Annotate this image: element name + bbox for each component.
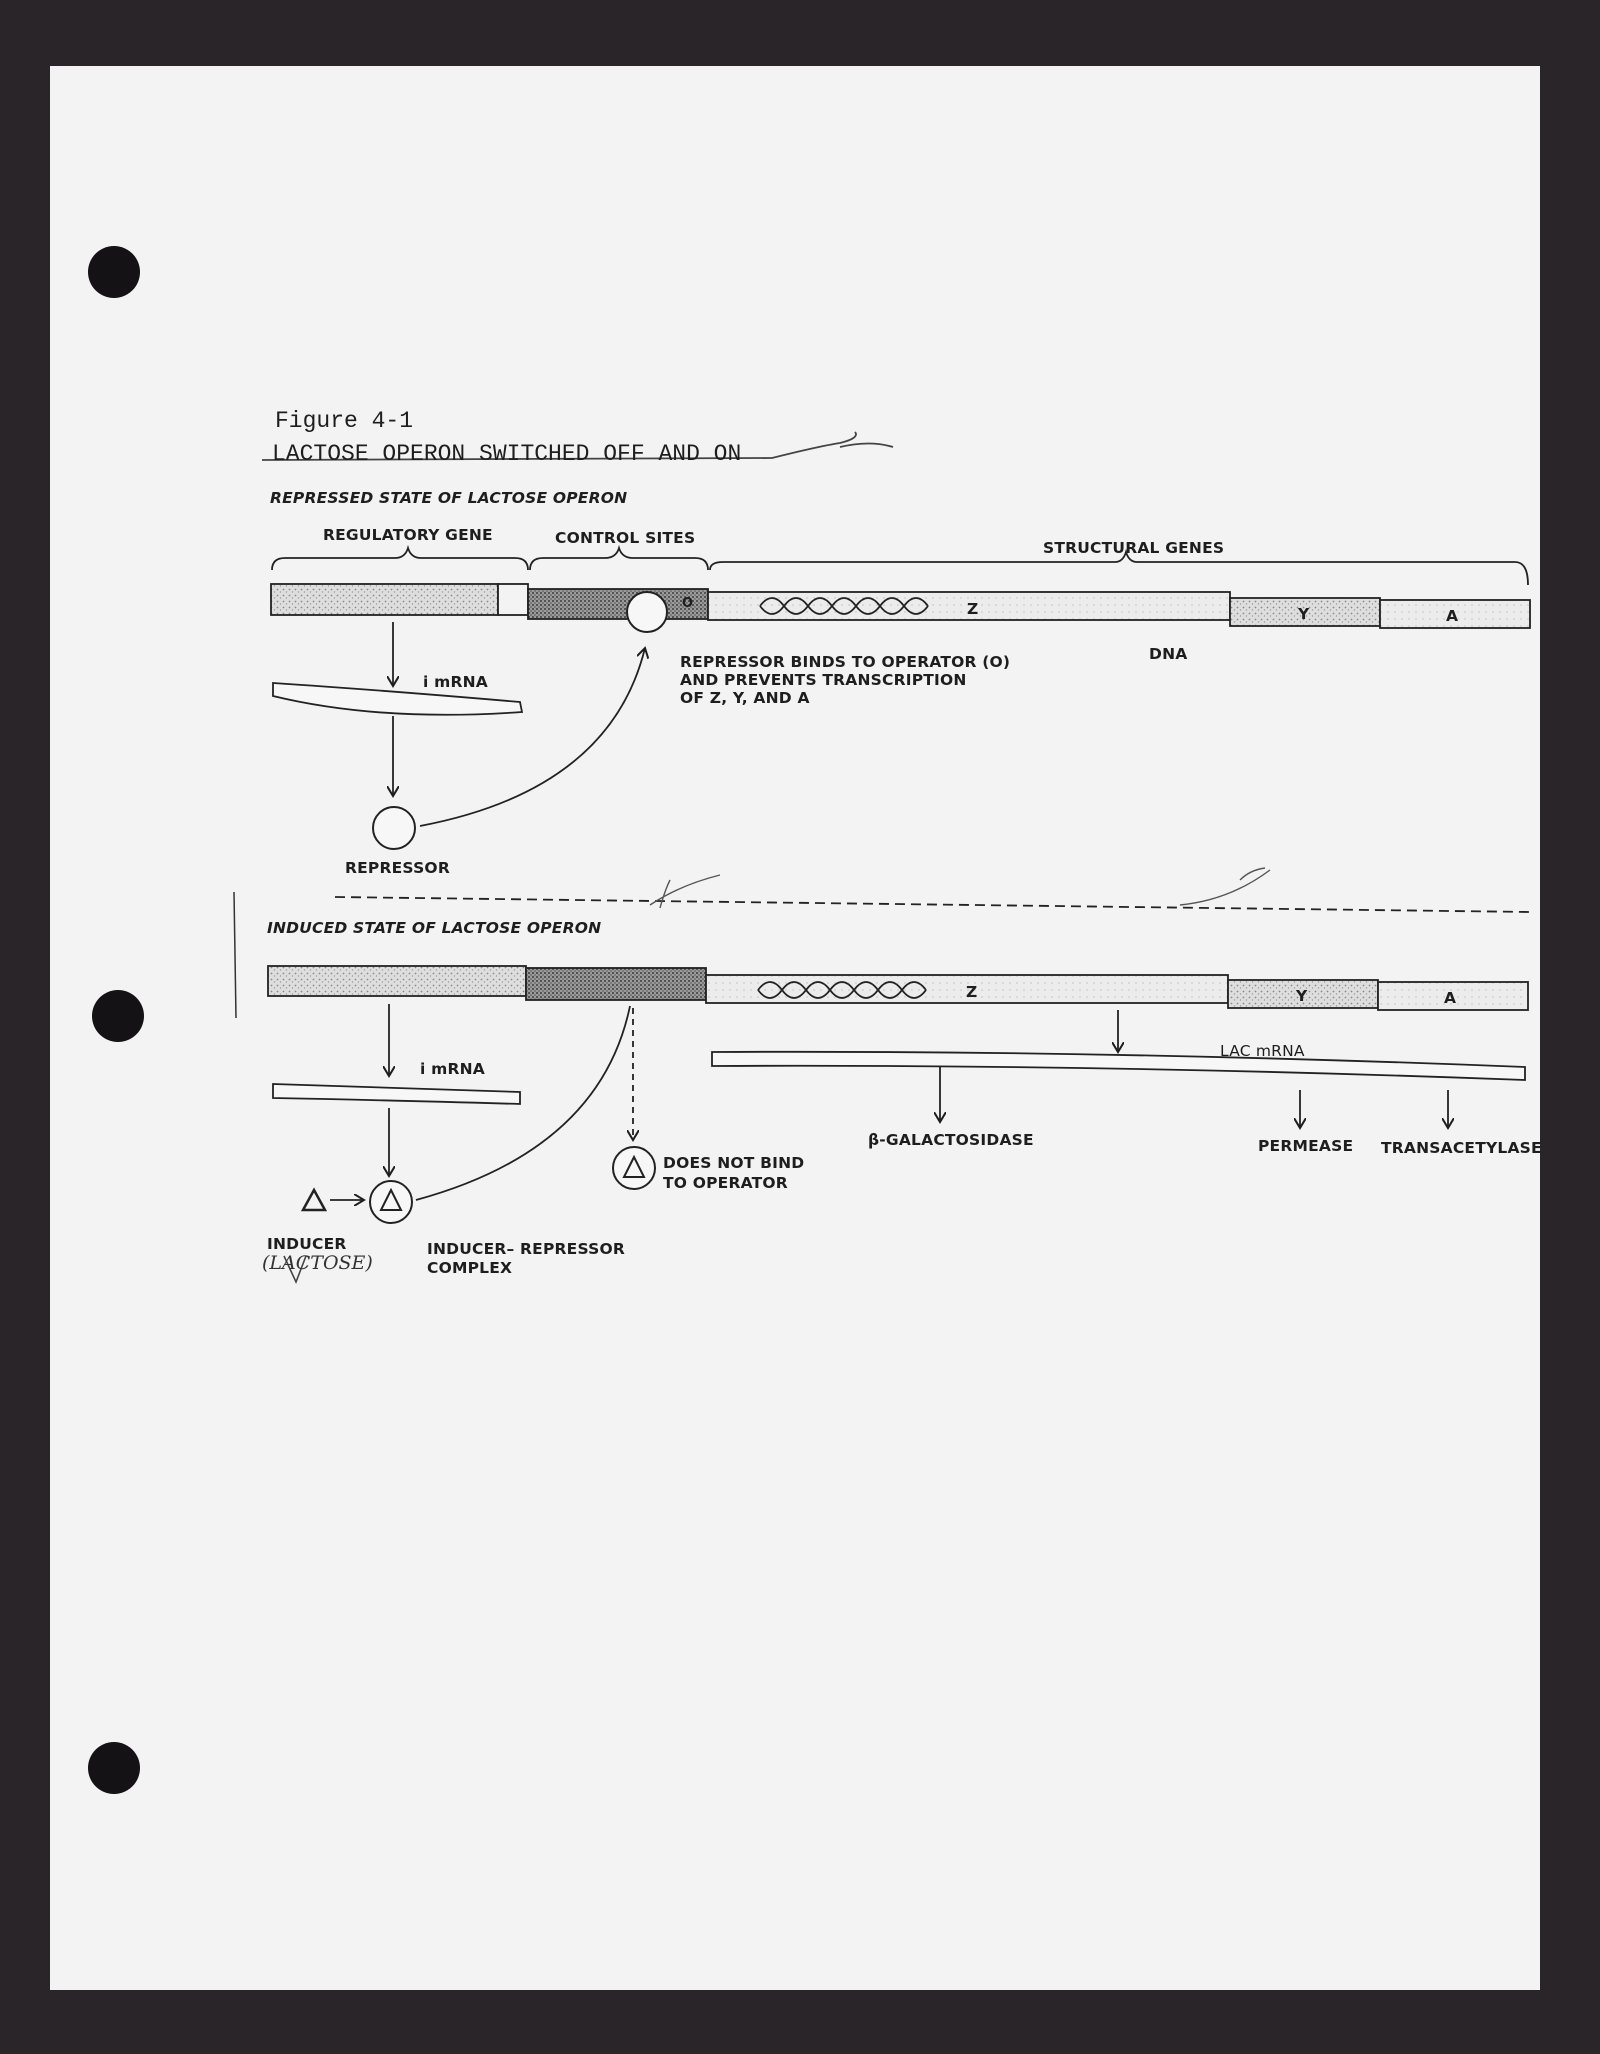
dna-bar-induced [268,966,1528,1010]
handwritten-lactose: (LACTOSE) [262,1252,373,1274]
repressor-protein [373,807,415,849]
label-operator-o: O [682,596,694,611]
inducer-repressor-complex [370,1181,412,1223]
label-b-galactosidase: β-GALACTOSIDASE [868,1131,1034,1149]
label-imrna-repressed: i mRNA [423,673,488,691]
figure-title: LACTOSE OPERON SWITCHED OFF AND ON [272,441,742,467]
label-gene-z-induced: Z [966,983,978,1001]
label-does-not-bind-1: DOES NOT BIND [663,1154,805,1172]
label-complex-line1: INDUCER– REPRESSOR [427,1240,625,1258]
label-permease: PERMEASE [1258,1137,1354,1155]
imrna-strand-induced [273,1084,520,1104]
lac-mrna-strand [712,1052,1525,1080]
label-transacetylase: TRANSACETYLASE [1381,1139,1542,1157]
label-repressor: REPRESSOR [345,859,450,877]
margin-mark [234,892,236,1018]
repressor-note-line2: AND PREVENTS TRANSCRIPTION [680,671,967,689]
check-mark-1 [650,875,720,908]
label-dna: DNA [1149,645,1188,663]
complex-free [613,1147,655,1189]
label-regulatory-gene: REGULATORY GENE [323,526,493,544]
label-structural-genes: STRUCTURAL GENES [1043,539,1225,557]
repressor-note-line3: OF Z, Y, AND A [680,689,810,707]
label-imrna-induced: i mRNA [420,1060,485,1078]
repressor-bound-operator [627,592,667,632]
inducer-triangle [303,1190,325,1210]
bracket-regulatory-gene [272,548,528,570]
dna-bar-repressed [271,584,1530,628]
label-inducer: INDUCER [267,1235,347,1253]
induced-heading: INDUCED STATE OF LACTOSE OPERON [267,919,602,937]
figure-label: Figure 4-1 [275,408,414,434]
repressed-heading: REPRESSED STATE OF LACTOSE OPERON [270,489,628,507]
label-gene-y: Y [1298,605,1310,623]
label-does-not-bind-2: TO OPERATOR [663,1174,788,1192]
label-control-sites: CONTROL SITES [555,529,696,547]
label-gene-a-induced: A [1444,989,1457,1007]
repressor-note-line1: REPRESSOR BINDS TO OPERATOR (O) [680,653,1011,671]
label-gene-y-induced: Y [1296,987,1308,1005]
state-separator [335,897,1530,912]
bracket-control-sites [530,548,708,570]
curve-complex-to-operator [416,1006,630,1200]
check-mark-2 [1180,868,1270,905]
label-complex-line2: COMPLEX [427,1259,513,1277]
label-lac-mrna: LAC mRNA [1220,1042,1305,1060]
label-gene-a: A [1446,607,1459,625]
label-gene-z: Z [967,600,979,618]
